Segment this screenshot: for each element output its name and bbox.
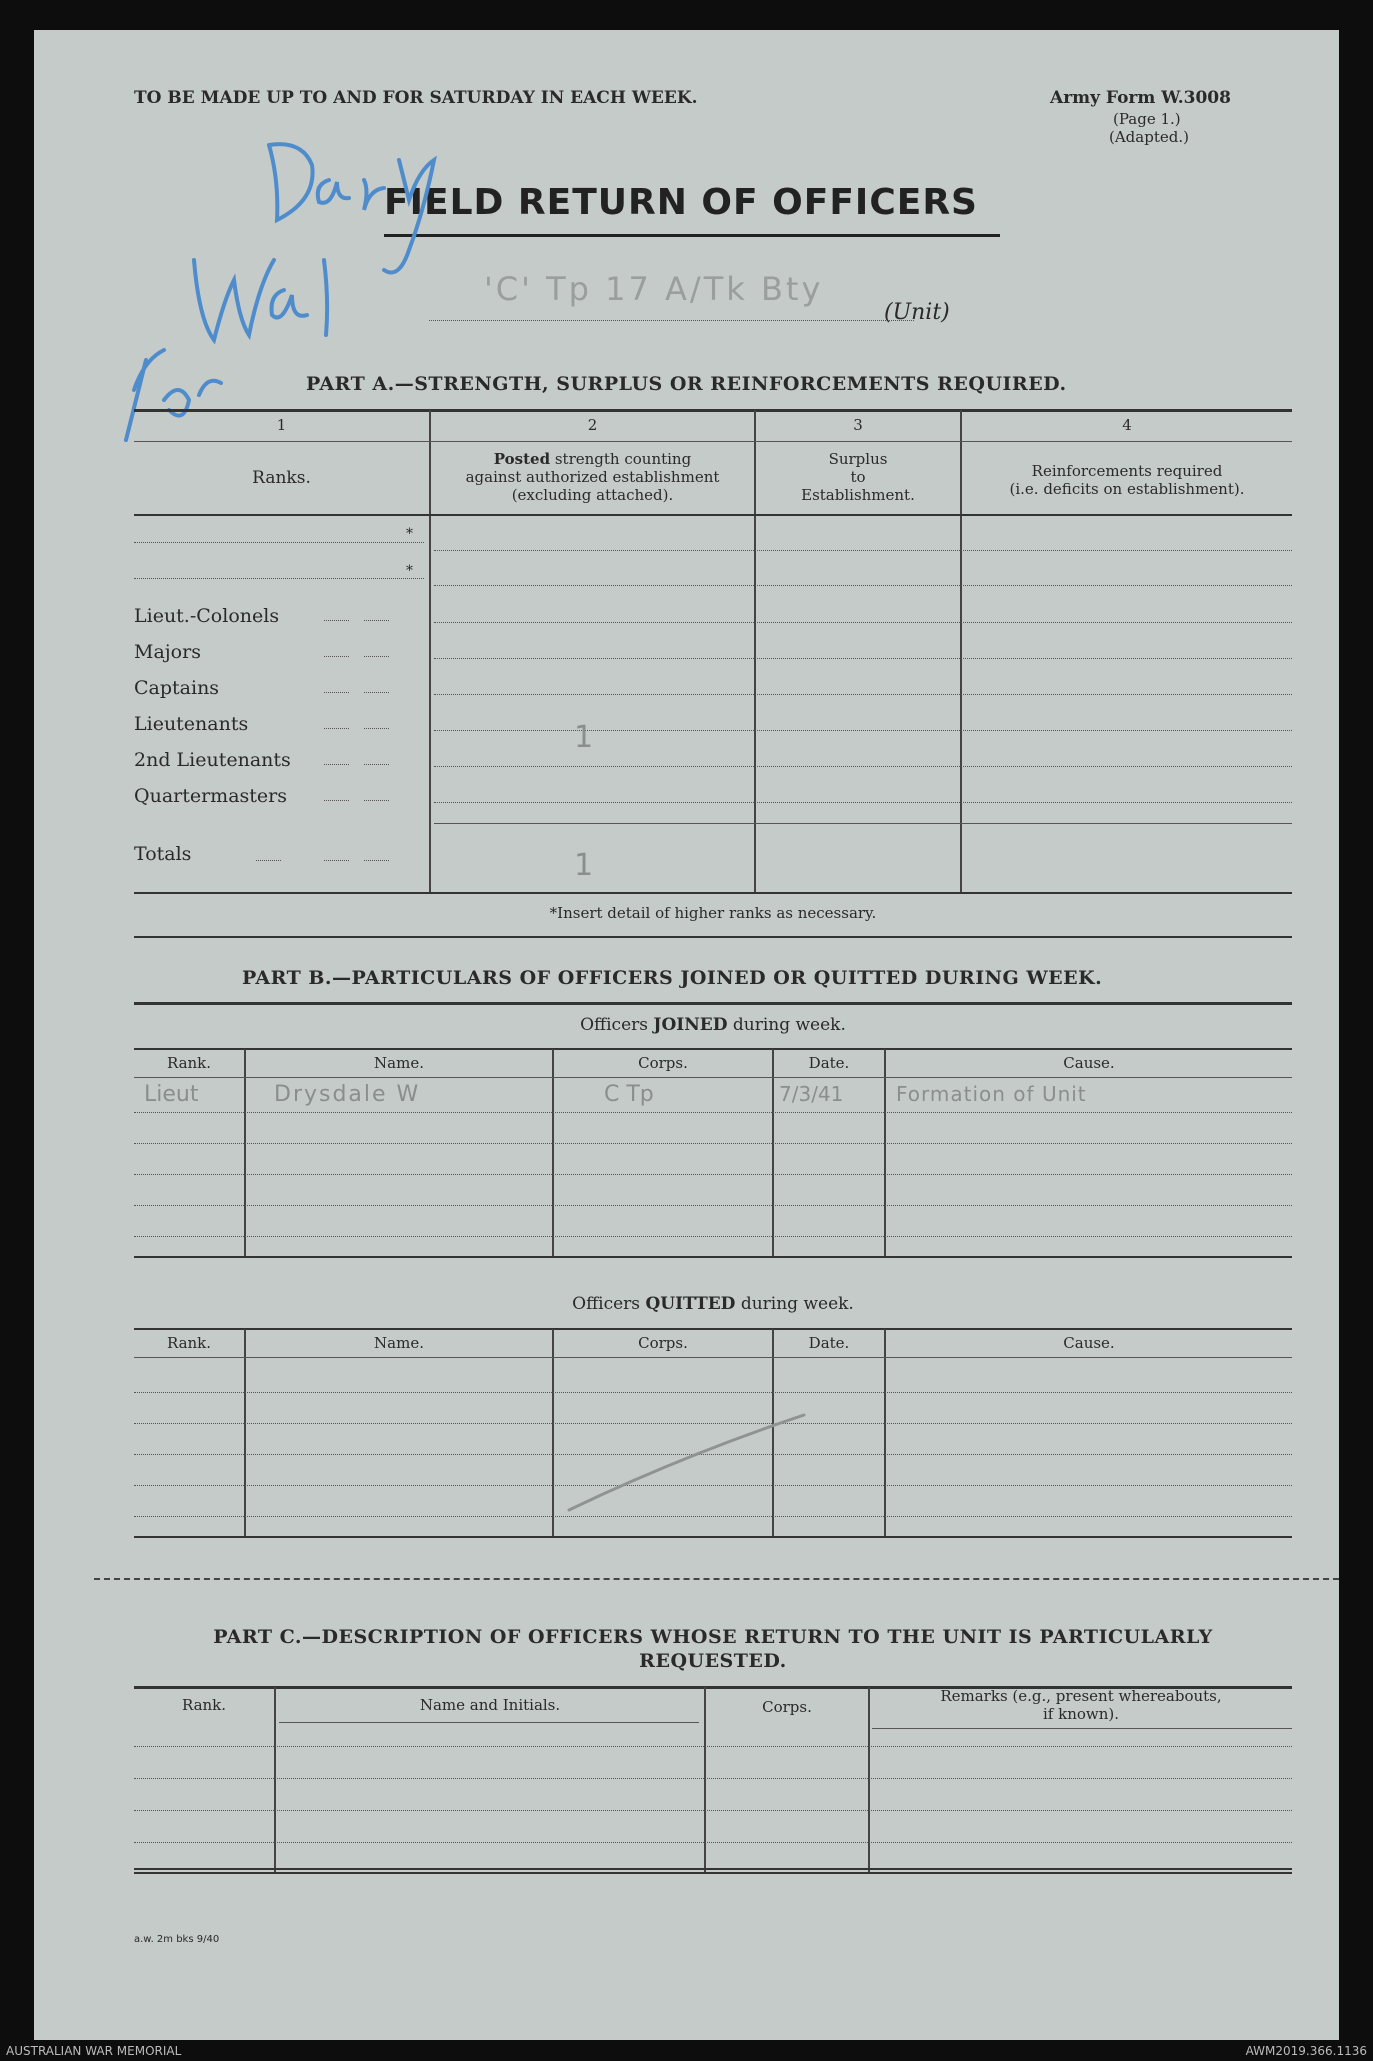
col-number-3: 3 [853,416,863,434]
leader-dots [324,764,349,765]
unit-line [429,320,914,321]
part-c-col-corps: Corps. [762,1698,812,1716]
data-row-rule [434,585,1292,586]
leader-dots [324,860,349,861]
quitted-col-divider [552,1329,554,1537]
joined-col-divider [884,1049,886,1257]
asterisk-row-1-line [134,542,424,543]
header-bottom-rule [134,514,1292,516]
joined-col-name: Name. [374,1054,424,1072]
leader-dots [324,728,349,729]
form-paper [34,30,1339,2040]
unit-label: (Unit) [884,300,950,325]
leader-dots [364,656,389,657]
leader-dots [364,860,389,861]
pencil-strike-mark [564,1410,814,1520]
joined-col-cause: Cause. [1063,1054,1115,1072]
joined-title-b: JOINED [653,1015,728,1035]
col-number-4: 4 [1122,416,1132,434]
leader-dots [364,728,389,729]
joined-row-line [134,1236,1292,1237]
quitted-col-corps: Corps. [638,1334,688,1352]
joined-row-line [134,1112,1292,1113]
part-c-row-line [134,1842,1292,1843]
quitted-col-cause: Cause. [1063,1334,1115,1352]
quitted-header-rule [134,1357,1292,1358]
quitted-title-b: QUITTED [645,1294,736,1314]
joined-col-divider [772,1049,774,1257]
part-a-title: PART A.—STRENGTH, SURPLUS OR REINFORCEMENTS REQUIRED. [306,373,1067,395]
part-c-remarks-header-rule [872,1728,1292,1729]
page-title: FIELD RETURN OF OFFICERS [384,182,978,223]
printer-code: a.w. 2m bks 9/40 [134,1934,220,1945]
col-header-reinforcements [962,462,1292,498]
leader-dots [364,692,389,693]
leader-dots [364,764,389,765]
part-c-col-rank: Rank. [181,1696,227,1714]
asterisk-row-2-line [134,578,424,579]
part-c-row-line [134,1746,1292,1747]
data-row-rule [434,766,1292,767]
col-header-posted-line3: (excluding attached). [511,486,674,504]
quitted-col-divider [244,1329,246,1537]
part-c-title [134,1625,1292,1673]
joined-col-corps: Corps. [638,1054,688,1072]
part-b-top-rule [134,1002,1292,1005]
rank-lieut-colonels: Lieut.-Colonels [134,605,280,627]
joined-date-entry: 7/3/41 [779,1082,844,1106]
part-c-col-divider [274,1687,276,1872]
data-row-rule [434,802,1292,803]
joined-bottom-rule [134,1256,1292,1258]
data-row-rule [434,694,1292,695]
part-c-row-line [134,1778,1292,1779]
joined-title-a: Officers [580,1015,648,1035]
joined-rank-entry: Lieut [144,1082,199,1107]
quitted-bottom-rule [134,1536,1292,1538]
joined-header-top-rule [134,1048,1292,1050]
quitted-col-divider [884,1329,886,1537]
part-c-name-header-rule [279,1722,699,1723]
col-header-surplus [756,450,960,504]
part-c-bottom-rule [134,1868,1292,1870]
col-header-reinf-line1: Reinforcements required [1031,462,1223,480]
col-number-1: 1 [276,416,287,434]
quitted-col-date: Date. [808,1334,850,1352]
rank-majors: Majors [134,641,201,663]
quitted-title-a: Officers [572,1294,641,1314]
joined-title [134,1015,1292,1035]
adapted-note: (Adapted.) [1109,128,1189,146]
leader-dots [324,800,349,801]
part-c-row-line [134,1810,1292,1811]
form-number: Army Form W.3008 [1050,88,1231,108]
col-header-surplus-line2: to [850,468,866,486]
col-header-posted-rest: strength counting [554,450,692,468]
joined-corps-entry: C Tp [604,1082,654,1107]
col-header-posted-bold: Posted [493,450,551,468]
joined-col-divider [244,1049,246,1257]
joined-cause-entry: Formation of Unit [896,1082,1087,1106]
part-b-title: PART B.—PARTICULARS OF OFFICERS JOINED OR QUITTED DURING WEEK. [242,967,1103,989]
col-header-surplus-line3: Establishment. [801,486,915,504]
quitted-title [134,1294,1292,1314]
joined-row-line [134,1143,1292,1144]
quitted-col-rank: Rank. [166,1334,212,1352]
rank-lieutenants: Lieutenants [134,713,249,735]
part-a-bottom-rule [134,892,1292,894]
joined-name-entry: Drysdale W [274,1082,421,1107]
part-c-remarks-line2: if known). [1042,1705,1120,1723]
leader-dots [324,656,349,657]
col-header-posted [431,450,754,504]
joined-row-line [134,1205,1292,1206]
unit-handwriting: 'C' Tp 17 A/Tk Bty [484,270,824,308]
col-header-surplus-line1: Surplus [828,450,888,468]
col-number-2: 2 [587,416,598,434]
totals-posted-entry: 1 [574,848,594,883]
leader-dots [364,800,389,801]
data-row-rule [434,550,1292,551]
instruction-text: TO BE MADE UP TO AND FOR SATURDAY IN EACH WEEK. [134,88,698,108]
data-row-rule [434,658,1292,659]
totals-label: Totals [134,843,192,865]
part-c-title-line1: PART C.—DESCRIPTION OF OFFICERS WHOSE RETURN TO THE UNIT IS PARTICULARLY [213,1626,1213,1648]
joined-col-divider [552,1049,554,1257]
part-a-top-rule [134,409,1292,412]
part-c-remarks-line1: Remarks (e.g., present whereabouts, [940,1687,1222,1705]
lieutenants-posted-entry: 1 [574,720,594,755]
rank-2nd-lieutenants: 2nd Lieutenants [134,749,291,771]
data-row-rule [434,622,1292,623]
leader-dots [324,620,349,621]
quitted-row-line [134,1392,1292,1393]
rank-captains: Captains [134,677,220,699]
leader-dots [324,692,349,693]
part-a-footnote: *Insert detail of higher ranks as necessary. [549,904,877,922]
footer-institution: AUSTRALIAN WAR MEMORIAL [6,2044,182,2058]
data-row-rule [434,730,1292,731]
col-number-rule [134,441,1292,442]
leader-dots [364,620,389,621]
joined-header-rule [134,1077,1292,1078]
part-a-end-rule [134,936,1292,938]
totals-top-rule [434,823,1292,824]
asterisk-2: * [406,563,413,579]
rank-quartermasters: Quartermasters [134,785,287,807]
quitted-header-top-rule [134,1328,1292,1330]
tear-off-line [94,1578,1339,1580]
part-c-col-remarks [870,1687,1292,1723]
asterisk-1: * [406,526,413,542]
col-header-ranks: Ranks. [252,468,311,488]
joined-title-c: during week. [732,1015,846,1035]
part-c-title-line2: REQUESTED. [639,1650,787,1672]
leader-dots [256,860,281,861]
footer-accession-number: AWM2019.366.1136 [1245,2044,1367,2058]
joined-row-line [134,1174,1292,1175]
page-indicator: (Page 1.) [1113,110,1181,128]
col-header-posted-line2: against authorized establishment [465,468,720,486]
quitted-col-name: Name. [374,1334,424,1352]
joined-col-date: Date. [808,1054,850,1072]
joined-col-rank: Rank. [166,1054,212,1072]
col-header-reinf-line2: (i.e. deficits on establishment). [1009,480,1245,498]
part-c-bottom-rule-double [134,1872,1292,1874]
quitted-title-c: during week. [740,1294,854,1314]
part-c-col-name: Name and Initials. [419,1696,561,1714]
